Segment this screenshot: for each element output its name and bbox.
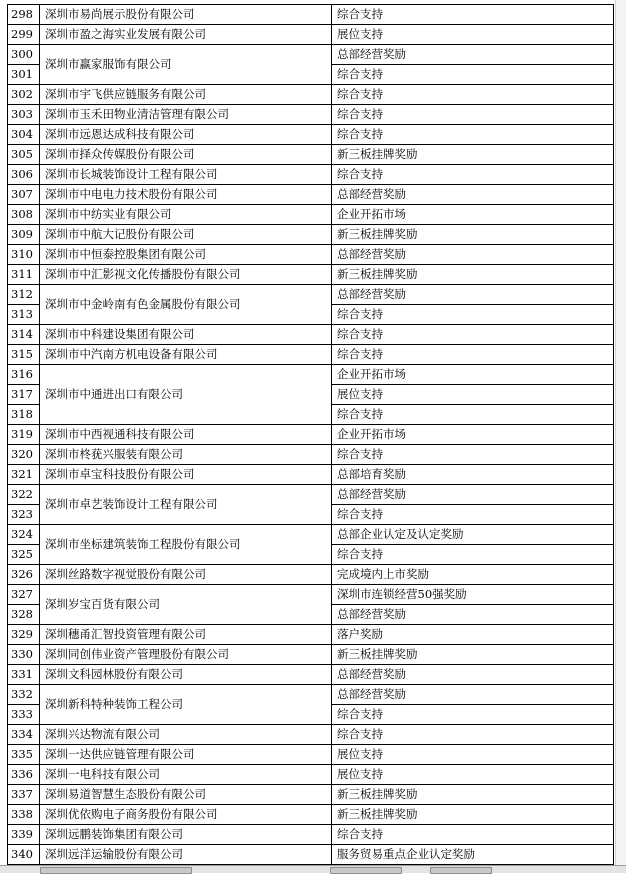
support-item: 新三板挂牌奖励 [332,785,614,805]
row-number: 309 [8,225,40,245]
row-number: 339 [8,825,40,845]
table-row [8,785,614,805]
table-row [8,845,614,865]
support-item: 综合支持 [332,165,614,185]
support-item: 综合支持 [332,5,614,25]
table-row [8,285,614,305]
row-number: 316 [8,365,40,385]
table-row [8,325,614,345]
support-item: 企业开拓市场 [332,365,614,385]
company-name: 深圳一达供应链管理有限公司 [40,745,332,765]
support-item: 综合支持 [332,105,614,125]
support-item: 总部经营奖励 [332,665,614,685]
company-name: 深圳远洋运输股份有限公司 [40,845,332,865]
table-row [8,125,614,145]
company-name: 深圳市盈之海实业发展有限公司 [40,25,332,45]
row-number: 318 [8,405,40,425]
row-number: 312 [8,285,40,305]
support-item: 展位支持 [332,385,614,405]
support-item: 深圳市连锁经营50强奖励 [332,585,614,605]
company-name: 深圳优依购电子商务股份有限公司 [40,805,332,825]
support-item: 总部经营奖励 [332,485,614,505]
table-row [8,245,614,265]
table-row [8,365,614,385]
table-row [8,225,614,245]
company-name: 深圳兴达物流有限公司 [40,725,332,745]
company-name: 深圳市易尚展示股份有限公司 [40,5,332,25]
support-item: 综合支持 [332,345,614,365]
row-number: 301 [8,65,40,85]
table-row [8,185,614,205]
row-number: 319 [8,425,40,445]
table-row [8,165,614,185]
company-name: 深圳市中纺实业有限公司 [40,205,332,225]
support-item: 综合支持 [332,725,614,745]
support-item: 综合支持 [332,325,614,345]
company-name: 深圳市择众传媒股份有限公司 [40,145,332,165]
support-item: 新三板挂牌奖励 [332,265,614,285]
row-number: 336 [8,765,40,785]
table-row [8,805,614,825]
support-item: 总部经营奖励 [332,185,614,205]
row-number: 333 [8,705,40,725]
table-row [8,5,614,25]
vertical-scrollbar[interactable] [615,0,626,866]
company-name: 深圳丝路数字视觉股份有限公司 [40,565,332,585]
row-number: 322 [8,485,40,505]
company-name: 深圳市中科建设集团有限公司 [40,325,332,345]
row-number: 311 [8,265,40,285]
support-item: 综合支持 [332,825,614,845]
table-row [8,725,614,745]
row-number: 327 [8,585,40,605]
company-name: 深圳市中汇影视文化传播股份有限公司 [40,265,332,285]
table-row [8,665,614,685]
row-number: 338 [8,805,40,825]
row-number: 328 [8,605,40,625]
row-number: 325 [8,545,40,565]
support-item: 企业开拓市场 [332,425,614,445]
support-item: 企业开拓市场 [332,205,614,225]
support-item: 落户奖励 [332,625,614,645]
horizontal-scrollbar[interactable] [0,865,626,873]
table-row [8,345,614,365]
support-item: 总部经营奖励 [332,285,614,305]
support-item: 展位支持 [332,765,614,785]
subsidy-table [7,4,614,865]
company-name: 深圳市中航大记股份有限公司 [40,225,332,245]
company-name: 深圳市中西视通科技有限公司 [40,425,332,445]
table-row [8,85,614,105]
table-row [8,565,614,585]
row-number: 326 [8,565,40,585]
support-item: 总部经营奖励 [332,245,614,265]
support-item: 综合支持 [332,405,614,425]
company-name: 深圳市坐标建筑装饰工程股份有限公司 [40,525,332,565]
table-row [8,525,614,545]
row-number: 323 [8,505,40,525]
support-item: 总部经营奖励 [332,45,614,65]
support-item: 综合支持 [332,505,614,525]
support-item: 综合支持 [332,65,614,85]
support-item: 总部企业认定及认定奖励 [332,525,614,545]
row-number: 300 [8,45,40,65]
row-number: 305 [8,145,40,165]
support-item: 服务贸易重点企业认定奖励 [332,845,614,865]
table-row [8,445,614,465]
row-number: 303 [8,105,40,125]
table-row [8,145,614,165]
table-row [8,685,614,705]
row-number: 331 [8,665,40,685]
row-number: 310 [8,245,40,265]
company-name: 深圳穗甬汇智投资管理有限公司 [40,625,332,645]
company-name: 深圳市中金岭南有色金属股份有限公司 [40,285,332,325]
row-number: 304 [8,125,40,145]
row-number: 298 [8,5,40,25]
row-number: 308 [8,205,40,225]
company-name: 深圳市宇飞供应链服务有限公司 [40,85,332,105]
row-number: 306 [8,165,40,185]
support-item: 展位支持 [332,25,614,45]
company-name: 深圳远鹏装饰集团有限公司 [40,825,332,845]
table-row [8,645,614,665]
company-name: 深圳市长城装饰设计工程有限公司 [40,165,332,185]
row-number: 334 [8,725,40,745]
row-number: 315 [8,345,40,365]
support-item: 综合支持 [332,305,614,325]
support-item: 总部经营奖励 [332,685,614,705]
row-number: 324 [8,525,40,545]
row-number: 320 [8,445,40,465]
company-name: 深圳易道智慧生态股份有限公司 [40,785,332,805]
company-name: 深圳市中通进出口有限公司 [40,365,332,425]
support-item: 综合支持 [332,545,614,565]
row-number: 332 [8,685,40,705]
support-item: 完成境内上市奖励 [332,565,614,585]
row-number: 302 [8,85,40,105]
row-number: 340 [8,845,40,865]
table-row [8,265,614,285]
row-number: 313 [8,305,40,325]
row-number: 335 [8,745,40,765]
support-item: 总部培育奖励 [332,465,614,485]
table-row [8,625,614,645]
row-number: 299 [8,25,40,45]
support-item: 综合支持 [332,705,614,725]
table-row [8,45,614,65]
table-row [8,485,614,505]
row-number: 321 [8,465,40,485]
table-row [8,745,614,765]
support-item: 新三板挂牌奖励 [332,225,614,245]
company-name: 深圳市玉禾田物业清洁管理有限公司 [40,105,332,125]
table-row [8,585,614,605]
company-name: 深圳一电科技有限公司 [40,765,332,785]
company-name: 深圳市中恒泰控股集团有限公司 [40,245,332,265]
table-row [8,25,614,45]
row-number: 337 [8,785,40,805]
table-body [8,5,614,865]
table-row [8,425,614,445]
company-name: 深圳市卓艺装饰设计工程有限公司 [40,485,332,525]
company-name: 深圳市远恩达成科技有限公司 [40,125,332,145]
company-name: 深圳市卓宝科技股份有限公司 [40,465,332,485]
table-row [8,205,614,225]
table-row [8,765,614,785]
company-name: 深圳市中电电力技术股份有限公司 [40,185,332,205]
table-row [8,825,614,845]
support-item: 综合支持 [332,445,614,465]
row-number: 307 [8,185,40,205]
support-item: 综合支持 [332,85,614,105]
support-item: 新三板挂牌奖励 [332,145,614,165]
table-row [8,465,614,485]
row-number: 317 [8,385,40,405]
company-name: 深圳岁宝百货有限公司 [40,585,332,625]
company-name: 深圳市中汽南方机电设备有限公司 [40,345,332,365]
support-item: 新三板挂牌奖励 [332,645,614,665]
support-item: 综合支持 [332,125,614,145]
company-name: 深圳市柊莸兴服装有限公司 [40,445,332,465]
company-name: 深圳文科园林股份有限公司 [40,665,332,685]
support-item: 总部经营奖励 [332,605,614,625]
row-number: 330 [8,645,40,665]
company-name: 深圳新科特种装饰工程公司 [40,685,332,725]
company-name: 深圳市赢家服饰有限公司 [40,45,332,85]
table-row [8,105,614,125]
row-number: 314 [8,325,40,345]
support-item: 展位支持 [332,745,614,765]
company-name: 深圳同创伟业资产管理股份有限公司 [40,645,332,665]
row-number: 329 [8,625,40,645]
support-item: 新三板挂牌奖励 [332,805,614,825]
